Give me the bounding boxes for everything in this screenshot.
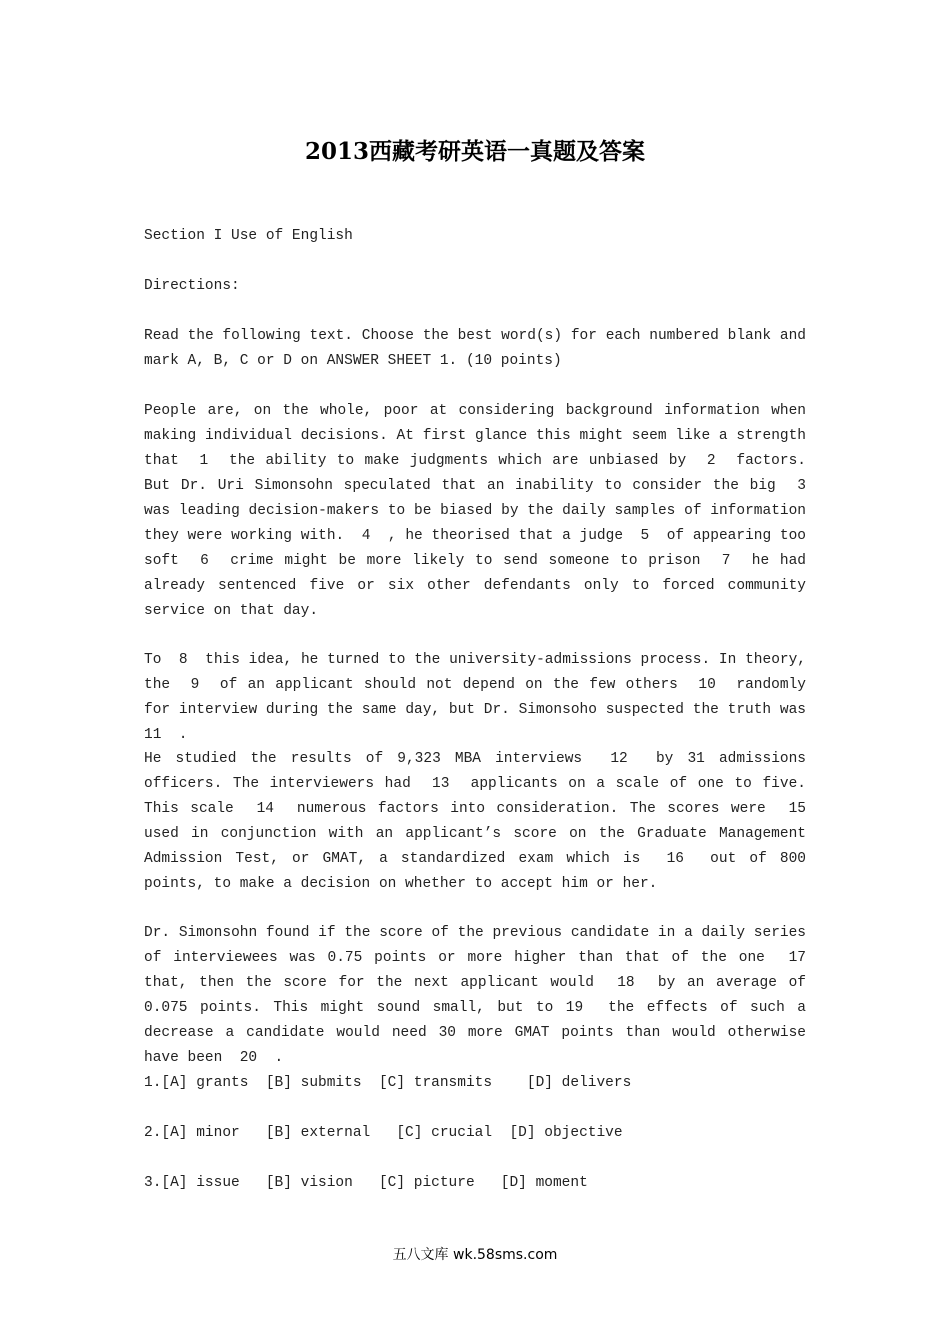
section-heading: Section I Use of English <box>144 228 353 244</box>
footer-watermark: 五八文库 wk.58sms.com <box>392 1247 558 1263</box>
option-line-3: 3.[A] issue [B] vision [C] picture [D] moment <box>144 1175 588 1191</box>
paragraph-1: People are, on the whole, poor at considering background information when making individual decisions. At first glance this might seem like a strength that 1 the ability to make judgments which are unbiased by 2 factors. But Dr. Uri Simonsohn speculated that an inability to consider the big 3 was leading decision-makers to be biased by the daily samples of information they were working with. 4 , he theorised that a judge 5 of appearing too soft 6 crime might be more likely to send someone to prison 7 he had already sentenced five or six other defendants only to forced community service on that day. <box>144 403 824 619</box>
directions-label: Directions: <box>144 278 240 294</box>
paragraph-2: To 8 this idea, he turned to the university-admissions process. In theory, the 9 of an applicant should not depend on the few others 10 randomly for interview during the same day, but Dr. Simonsoho suspected the truth was 11 . <box>144 652 824 743</box>
paragraph-4: Dr. Simonsohn found if the score of the previous candidate in a daily series of interviewees was 0.75 points or more higher than that of the one 17 that, then the score for the next applicant would 18 by an average of 0.075 points. This might sound small, but to 19 the effects of such a decrease a candidate would need 30 more GMAT points than would otherwise have been 20 . <box>144 925 824 1066</box>
paragraph-3: He studied the results of 9,323 MBA interviews 12 by 31 admissions officers. The interviewers had 13 applicants on a scale of one to five. This scale 14 numerous factors into consideration. The scores were 15 used in conjunction with an applicant’s score on the Graduate Management Admission Test, or GMAT, a standardized exam which is 16 out of 800 points, to make a decision on whether to accept him or her. <box>144 751 824 892</box>
option-line-1: 1.[A] grants [B] submits [C] transmits [D] delivers <box>144 1075 632 1091</box>
document-title: 2013西藏考研英语一真题及答案 <box>304 138 645 165</box>
option-line-2: 2.[A] minor [B] external [C] crucial [D] objective <box>144 1125 623 1141</box>
directions-text: Read the following text. Choose the best word(s) for each numbered blank and mark A, B, C or D on ANSWER SHEET 1. (10 points) <box>144 328 815 369</box>
